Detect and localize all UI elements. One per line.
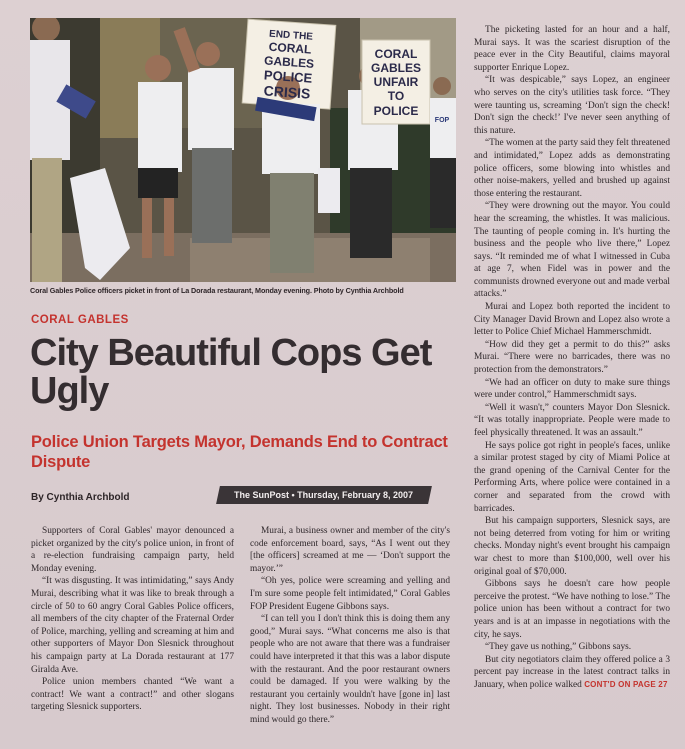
subheadline: Police Union Targets Mayor, Demands End to Contract Dispute xyxy=(31,433,448,471)
paragraph: “I can tell you I don't think this is doing them any good,” Murai says. “What concerns me also is that people who are not aware that there was a fundraiser could have interpreted it that this was a labor dispute with the restaurant. And the poor restaurant owners could be damaged. If you were walking by the restaurant you certainly wouldn't have [gone in] last night. They lost businesses. Nobody in their right mind would go there.” xyxy=(250,614,450,725)
paragraph: Supporters of Coral Gables' mayor denounced a picket organized by the city's police union, in front of a re-election fundraising campaign party, held Monday evening. xyxy=(31,526,234,574)
paragraph: “How did they get a permit to do this?” asks Murai. “There were no barricades, there was no protection from the demonstrators.” xyxy=(474,339,670,376)
paragraph: Murai, a business owner and member of the city's code enforcement board, says, “As I went out they [the officers] screamed at me — ‘Don't support the mayor.’” xyxy=(250,526,450,574)
sign-left-line: CRISIS xyxy=(263,82,311,102)
sign-right-line: TO xyxy=(387,89,405,103)
section-kicker: CORAL GABLES xyxy=(31,314,129,326)
paragraph: The picketing lasted for an hour and a half, Murai says. It was the scariest disruption of the peace ever in the City Beautiful, claims mayoral supporter Enrique Lopez. xyxy=(474,25,670,73)
dateline-banner xyxy=(216,486,432,504)
headline: City Beautiful Cops Get Ugly xyxy=(30,332,432,412)
sign-left-line: POLICE xyxy=(263,67,313,86)
paragraph: “The women at the party said they felt threatened and intimidated,” Lopez adds as demonstrating police officers, some blowing into whistles and other noise-makers, yelled and brushed up against those entering the restaurant. xyxy=(474,138,670,199)
article-column-3 xyxy=(474,24,670,691)
protest-photo-image xyxy=(30,18,456,282)
sign-right-line: POLICE xyxy=(373,104,419,118)
paragraph: “It was despicable,” says Lopez, an engineer who serves on the city's utilities task force. “They were taunting us, screaming ‘Don't sign the check! Don't sign the check!’ I've never seen anything of this nature. xyxy=(474,75,670,136)
photo-caption: Coral Gables Police officers picket in front of La Dorada restaurant, Monday evening. Photo by Cynthia Archbold xyxy=(30,286,404,295)
paragraph: “They were drowning out the mayor. You could hear the screaming, the whistles. It was malicious. The taunting of people coming in. It's hurting the business and the people who live there,” Lopez says. “It reminded me of what I witnessed in Cuba at age 7, when Fidel was in power and the communists drowned everyone out and made verbal attacks.” xyxy=(474,201,670,300)
continued-link[interactable]: CONT'D ON PAGE 27 xyxy=(584,679,668,689)
paragraph: “We had an officer on duty to make sure things were under control,” Hammerschmidt says. xyxy=(474,377,670,401)
paragraph: But his campaign supporters, Slesnick says, are not being deterred from voting for him or writing checks. Monday night's event brought his campaign war chest to more than $100,000, well over his original goal of $70,000. xyxy=(474,516,670,577)
article-column-2 xyxy=(250,525,450,727)
article-column-1 xyxy=(31,525,234,714)
paragraph: Police union members chanted “We want a contract! We want a contract!” and other slogans targeting Slesnick supporters. xyxy=(31,677,234,713)
sign-right-line: GABLES xyxy=(370,61,422,75)
byline: By Cynthia Archbold xyxy=(31,492,130,503)
sign-right-line: CORAL xyxy=(374,47,418,61)
paragraph: “They gave us nothing,” Gibbons says. xyxy=(485,642,632,653)
sign-left-line: CORAL xyxy=(268,39,312,57)
paragraph: Gibbons says he doesn't care how people perceive the protest. “We have nothing to lose.” The police union has been without a contract for two years and is at an impasse in negotiations with the city, he says. xyxy=(474,579,670,640)
paragraph: He says police got right in people's faces, unlike a similar protest staged by city of Miami Police at the grand opening of the Carnival Center for the Performing Arts, where police were contained in a corner and separated from the crowd with barricades. xyxy=(474,440,670,514)
paragraph: “Oh yes, police were screaming and yelling and I'm sure some people felt intimidated,” Coral Gables FOP President Eugene Gibbons says. xyxy=(250,576,450,612)
shirt-logo-text: FOP xyxy=(434,117,450,124)
sign-left-line: END THE xyxy=(268,28,314,43)
dateline-text: The SunPost • Thursday, February 8, 2007 xyxy=(234,490,414,500)
sign-left-line: GABLES xyxy=(263,53,315,71)
paragraph: “It was disgusting. It was intimidating,” says Andy Murai, describing what it was like to break through a circle of 50 to 60 angry Coral Gables Police officers, all members of the city chapter of the Fraternal Order of Police, marching, yelling and screaming at him and other supporters of Mayor Don Slesnick throughout his campaign party at La Dorada restaurant at 177 Giralda Ave. xyxy=(31,576,234,675)
paragraph: “Well it wasn't,” counters Mayor Don Slesnick. “It was totally inappropriate. People were made to feel physically threatened. It was an assault.” xyxy=(474,402,670,438)
paragraph-last xyxy=(474,654,670,692)
paragraph-last-text: But city negotiators claim they offered police a 3 percent pay increase in the latest contract talks in January, when police walked xyxy=(474,654,670,690)
paragraph: Murai and Lopez both reported the incident to City Manager David Brown and Lopez also wrote a letter to Police Chief Michael Hammerschmidt. xyxy=(474,302,670,338)
protest-photo xyxy=(30,18,456,282)
sign-right-line: UNFAIR xyxy=(373,75,419,89)
